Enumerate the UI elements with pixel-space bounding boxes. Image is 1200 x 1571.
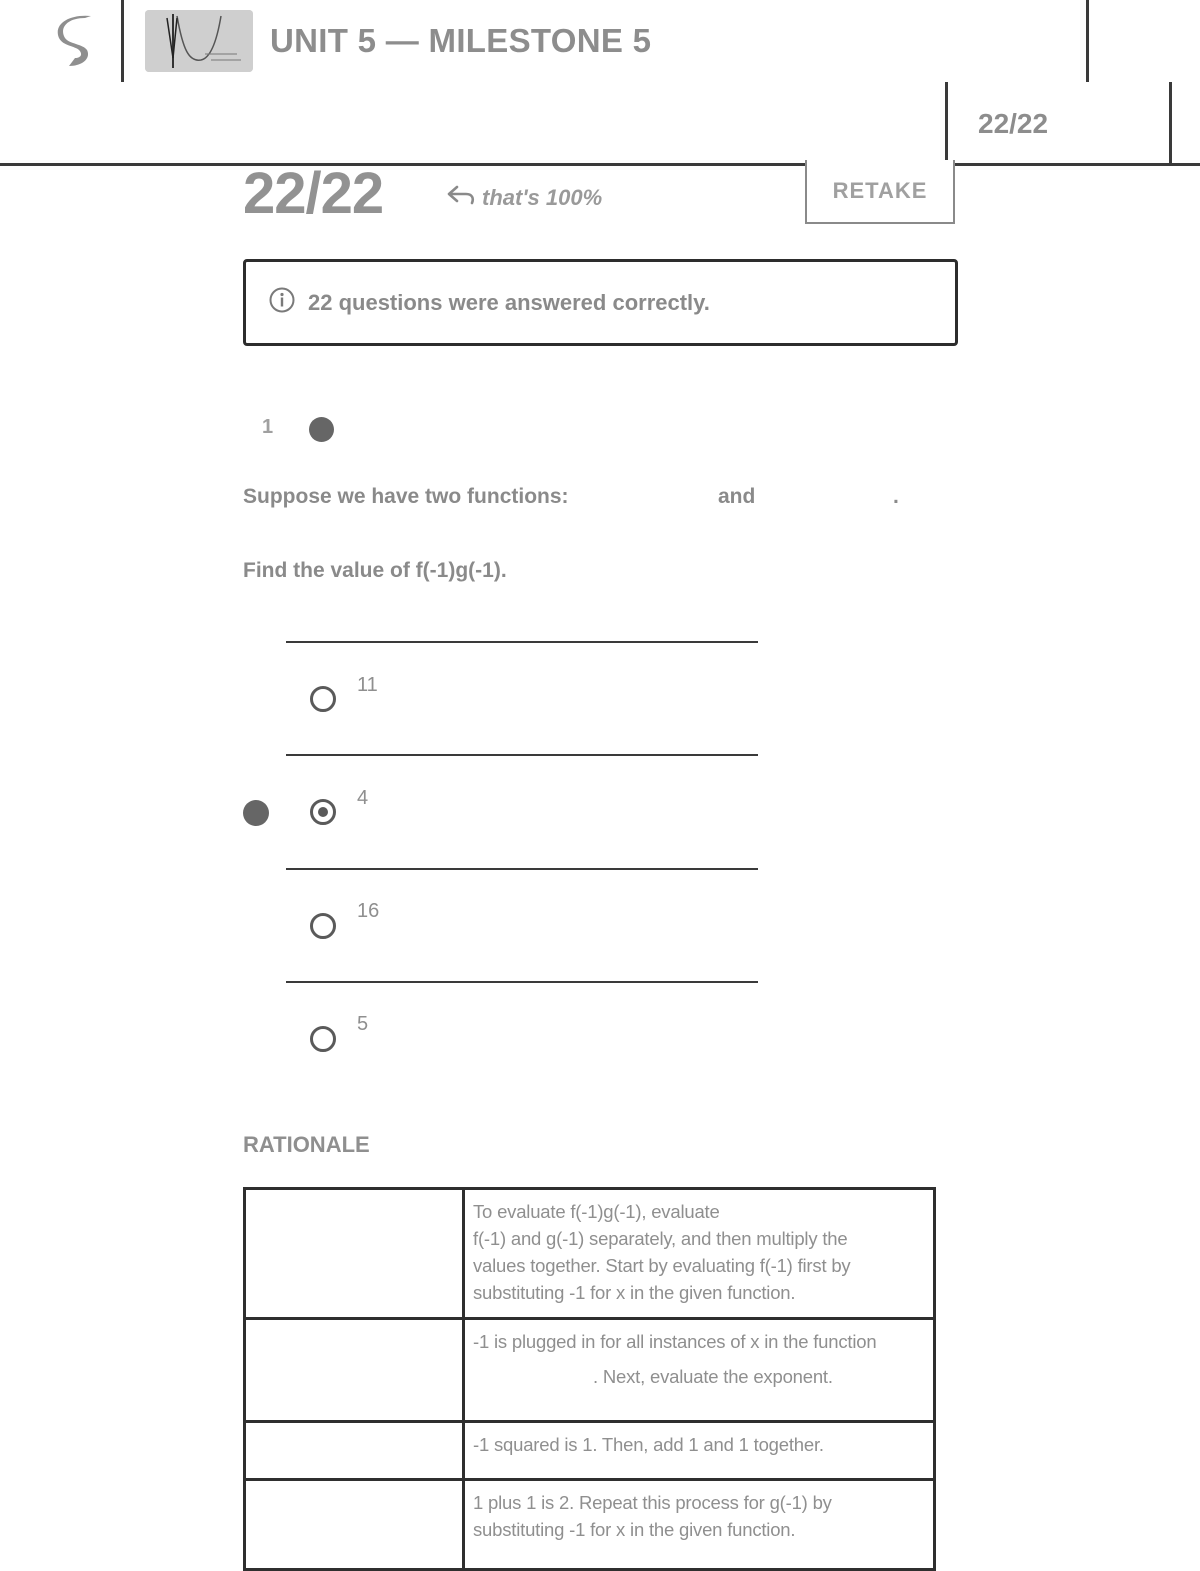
rationale-line: substituting -1 for x in the given function. [473, 1519, 796, 1540]
option-divider [286, 754, 758, 756]
rationale-math-cell [245, 1319, 464, 1422]
rationale-row [245, 1189, 935, 1319]
rationale-math-cell [245, 1480, 464, 1570]
retake-button[interactable]: RETAKE [805, 160, 955, 224]
score-note-text: that's 100% [482, 185, 603, 210]
rationale-math-cell [245, 1422, 464, 1480]
header-divider [1086, 0, 1089, 82]
rationale-line: -1 is plugged in for all instances of x in the function [473, 1331, 877, 1352]
rationale-math-cell [245, 1189, 464, 1319]
page-title: UNIT 5 — MILESTONE 5 [270, 22, 652, 59]
back-arrow-icon [446, 184, 476, 212]
score-tab-label: 22/22 [978, 108, 1049, 139]
rationale-line: f(-1) and g(-1) separately, and then multiply the [473, 1228, 848, 1249]
question-stem-part1: Suppose we have two functions: [243, 485, 569, 508]
option-label-2: 4 [357, 787, 369, 809]
question-stem-line2: Find the value of f(-1)g(-1). [243, 559, 507, 582]
rationale-table [243, 1187, 936, 1571]
option-divider [286, 868, 758, 870]
question-stem-end: . [893, 485, 899, 508]
rationale-text-cell [464, 1189, 935, 1319]
option-label-1: 11 [357, 674, 378, 696]
option-label-4: 5 [357, 1013, 369, 1035]
rationale-text-cell [464, 1319, 935, 1422]
result-info-box [243, 259, 958, 346]
option-label-3: 16 [357, 900, 380, 922]
question-number: 1 [262, 416, 274, 438]
header-bottom-border [0, 163, 1200, 166]
rationale-row [245, 1480, 935, 1570]
score-value: 22/22 [243, 161, 384, 226]
rationale-text-cell [464, 1422, 935, 1480]
score-tab-divider [1169, 82, 1172, 164]
score-note [446, 184, 602, 212]
sophia-logo-icon[interactable] [55, 14, 99, 70]
rationale-line: substituting -1 for x in the given function. [473, 1282, 796, 1303]
selected-answer-marker [243, 800, 269, 826]
rationale-line: -1 squared is 1. Then, add 1 and 1 together. [473, 1434, 824, 1455]
rationale-heading: RATIONALE [243, 1132, 370, 1157]
option-radio-3[interactable] [310, 913, 336, 939]
rationale-line: To evaluate f(-1)g(-1), evaluate [473, 1201, 720, 1222]
rationale-line: 1 plus 1 is 2. Repeat this process for g(-1) by [473, 1492, 832, 1513]
option-divider [286, 981, 758, 983]
option-radio-4[interactable] [310, 1026, 336, 1052]
result-info-text: 22 questions were answered correctly. [308, 289, 710, 315]
rationale-row [245, 1422, 935, 1480]
rationale-text-cell [464, 1480, 935, 1570]
rationale-line: . Next, evaluate the exponent. [593, 1366, 833, 1387]
rationale-line: values together. Start by evaluating f(-1) first by [473, 1255, 851, 1276]
option-radio-1[interactable] [310, 686, 336, 712]
score-tab-divider [945, 82, 948, 164]
question-status-dot [309, 417, 334, 442]
option-divider [286, 641, 758, 643]
question-stem-and: and [718, 485, 756, 508]
rationale-row [245, 1319, 935, 1422]
option-radio-2[interactable] [310, 799, 336, 825]
info-icon [268, 286, 296, 319]
header-divider [121, 0, 124, 82]
course-thumbnail-image [145, 10, 253, 72]
